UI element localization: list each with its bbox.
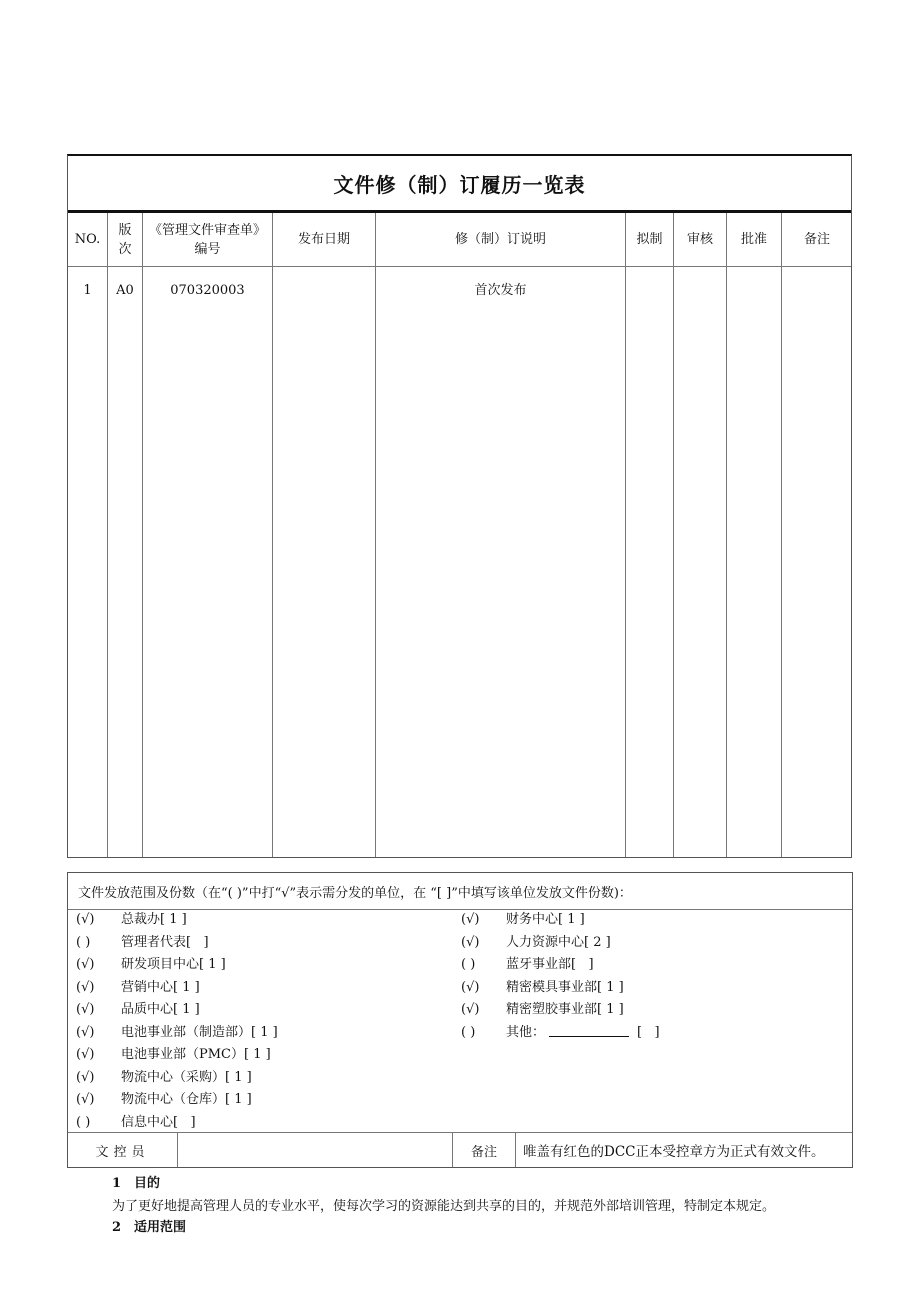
header-drafted: 拟制 <box>626 213 674 266</box>
revision-table-title: 文件修（制）订履历一览表 <box>68 156 851 213</box>
copies[interactable]: [ 1 ] <box>251 1024 278 1040</box>
copies[interactable]: [ 1 ] <box>225 1069 252 1085</box>
unit-name: 物流中心（仓库） <box>121 1092 226 1107</box>
cell-remarks <box>782 267 852 857</box>
header-reviewed: 审核 <box>674 213 727 266</box>
unit-name: 其他： <box>506 1024 546 1040</box>
list-item <box>461 999 660 1022</box>
check-mark[interactable]: ( ) <box>461 957 476 972</box>
revision-history-table <box>67 154 852 858</box>
revision-table-header-row <box>68 213 851 267</box>
check-mark[interactable]: (√) <box>461 934 480 950</box>
section-paragraph: 为了更好地提高管理人员的专业水平，使每次学习的资源能达到共享的目的，并规范外部培训管理，特制定本规定。 <box>112 1199 776 1214</box>
copies[interactable]: [ ] <box>186 934 209 950</box>
header-approved: 批准 <box>727 213 782 266</box>
header-no: NO. <box>68 213 108 266</box>
distribution-list-right <box>461 909 660 1044</box>
remarks-value: 唯盖有红色的DCC正本受控章方为正式有效文件。 <box>523 1144 825 1160</box>
copies[interactable]: [ 1 ] <box>225 1092 252 1107</box>
cell-description: 首次发布 <box>376 267 626 857</box>
check-mark[interactable]: ( ) <box>76 934 91 950</box>
remarks-label: 备注 <box>453 1133 516 1167</box>
list-item <box>76 954 278 977</box>
cell-drafted <box>626 267 674 857</box>
check-mark[interactable]: (√) <box>76 1069 95 1085</box>
section-title: 目的 <box>134 1176 161 1191</box>
list-item <box>461 909 660 932</box>
section-title: 适用范围 <box>134 1220 187 1235</box>
list-item <box>461 932 660 955</box>
unit-name: 物流中心（采购） <box>121 1069 226 1085</box>
unit-name: 信息中心 <box>121 1114 174 1130</box>
copies[interactable]: [ 1 ] <box>597 1002 624 1017</box>
copies[interactable]: [ 1 ] <box>558 912 585 927</box>
section-number: 1 <box>112 1176 122 1191</box>
list-item <box>76 932 278 955</box>
cell-review-no: 070320003 <box>143 267 273 857</box>
unit-name: 营销中心 <box>121 979 174 995</box>
list-item <box>461 977 660 1000</box>
table-row <box>68 267 851 857</box>
header-review-no: 《管理文件审查单》 编号 <box>143 213 273 266</box>
cell-release-date <box>273 267 376 857</box>
cell-approved <box>727 267 782 857</box>
unit-name: 精密模具事业部 <box>506 979 598 995</box>
copies[interactable]: [ 1 ] <box>199 957 226 972</box>
section-heading <box>112 1172 160 1191</box>
header-description: 修（制）订说明 <box>376 213 626 266</box>
check-mark[interactable]: (√) <box>461 1002 480 1017</box>
list-item <box>76 1067 278 1090</box>
unit-name: 总裁办 <box>121 912 161 927</box>
cell-reviewed <box>674 267 727 857</box>
distribution-footer-row <box>68 1132 852 1167</box>
copies[interactable]: [ 1 ] <box>173 1002 200 1017</box>
other-unit-blank[interactable] <box>549 1022 629 1037</box>
unit-name: 研发项目中心 <box>121 957 200 972</box>
unit-name: 蓝牙事业部 <box>506 957 572 972</box>
unit-name: 品质中心 <box>121 1002 174 1017</box>
check-mark[interactable]: (√) <box>76 1047 95 1062</box>
section-number: 2 <box>112 1220 122 1235</box>
list-item <box>76 1022 278 1045</box>
distribution-heading: 文件发放范围及份数（在“( )”中打“√”表示需分发的单位，在 “[ ]”中填写该单位发放文件份数)： <box>68 873 852 910</box>
check-mark[interactable]: (√) <box>76 957 95 972</box>
header-remarks: 备注 <box>803 232 830 247</box>
check-mark[interactable]: (√) <box>76 979 95 995</box>
copies[interactable]: [ ] <box>637 1024 660 1040</box>
list-item <box>76 1112 278 1135</box>
copies[interactable]: [ 1 ] <box>597 979 624 995</box>
list-item <box>76 1089 278 1112</box>
check-mark[interactable]: (√) <box>76 1024 95 1040</box>
unit-name: 管理者代表 <box>121 934 187 950</box>
list-item <box>76 909 278 932</box>
copies[interactable]: [ ] <box>173 1114 196 1130</box>
list-item <box>461 954 660 977</box>
unit-name: 电池事业部（PMC） <box>121 1047 245 1062</box>
copies[interactable]: [ 1 ] <box>160 912 187 927</box>
check-mark[interactable]: ( ) <box>461 1024 476 1040</box>
check-mark[interactable]: (√) <box>76 1092 95 1107</box>
check-mark[interactable]: (√) <box>461 912 480 927</box>
document-controller-value[interactable] <box>178 1133 453 1167</box>
copies[interactable]: [ 1 ] <box>173 979 200 995</box>
unit-name: 精密塑胶事业部 <box>506 1002 598 1017</box>
copies[interactable]: [ 2 ] <box>584 934 611 950</box>
check-mark[interactable]: (√) <box>76 1002 95 1017</box>
list-item <box>461 1022 660 1045</box>
copies[interactable]: [ ] <box>571 957 594 972</box>
header-version: 版 次 <box>108 213 143 266</box>
check-mark[interactable]: ( ) <box>76 1114 91 1130</box>
list-item <box>76 1044 278 1067</box>
header-release-date: 发布日期 <box>273 213 376 266</box>
list-item <box>76 999 278 1022</box>
distribution-list-left <box>76 909 278 1134</box>
list-item <box>76 977 278 1000</box>
unit-name: 电池事业部（制造部） <box>121 1024 252 1040</box>
unit-name: 人力资源中心 <box>506 934 585 950</box>
distribution-table <box>67 872 853 1168</box>
cell-version: A0 <box>108 267 143 857</box>
check-mark[interactable]: (√) <box>461 979 480 995</box>
section-heading <box>112 1216 186 1235</box>
document-controller-label: 文控员 <box>68 1133 178 1167</box>
cell-no: 1 <box>68 267 108 857</box>
check-mark[interactable]: (√) <box>76 912 95 927</box>
unit-name: 财务中心 <box>506 912 559 927</box>
copies[interactable]: [ 1 ] <box>244 1047 271 1062</box>
